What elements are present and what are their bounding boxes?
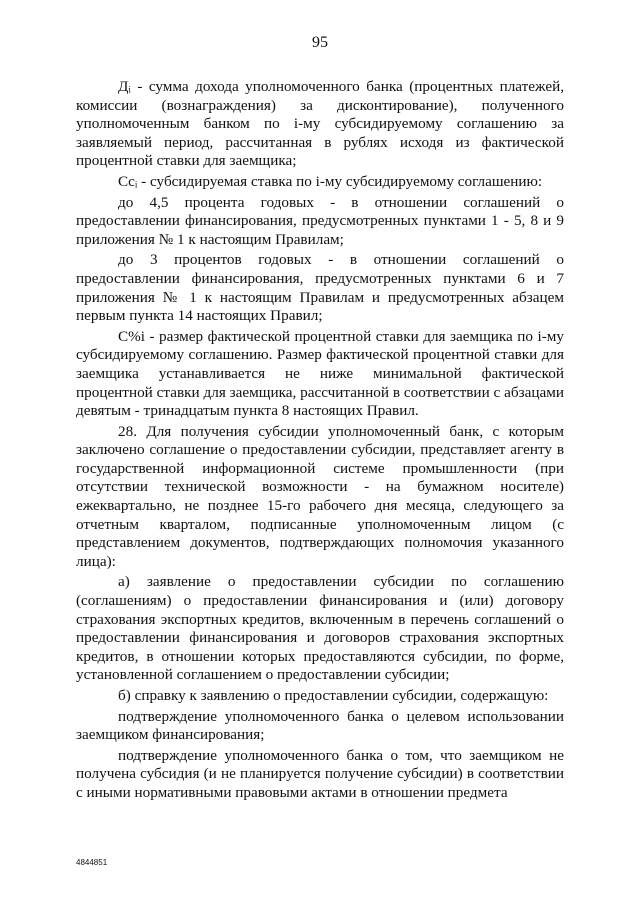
- paragraph-confirm-target-use: подтверждение уполномоченного банка о целевом использовании заемщиком финансирования;: [76, 707, 564, 744]
- page-number: 95: [312, 34, 328, 51]
- paragraph-rate-4-5: до 4,5 процента годовых - в отношении соглашений о предоставлении финансирования, предусмотренных пунктами 1 - 5, 8 и 9 приложения № 1 к настоящим Правилам;: [76, 193, 564, 248]
- paragraph-item-b: б) справку к заявлению о предоставлении субсидии, содержащую:: [118, 687, 549, 704]
- paragraph-cc-i: Ccᵢ - субсидируемая ставка по i-му субсидируемому соглашению:: [118, 172, 543, 190]
- paragraph-c-percent-i: С%i - размер фактической процентной ставки для заемщика по i-му субсидируемому соглашению. Размер фактической процентной ставки для заемщика устанавливается не ниже минимальной фактической процентной ставки для заемщика, рассчитанной в соответствии с абзацами девятым - тринадцатым пункта 8 настоящих Правил.: [76, 327, 564, 420]
- paragraph-d-i: Дᵢ - сумма дохода уполномоченного банка (процентных платежей, комиссии (вознаграждения) за дисконтирование), полученного уполномоченным банком по i-му субсидируемому соглашению за заявляемый период, рассчитанная в рублях исходя из фактической процентной ставки для заемщика;: [76, 78, 564, 170]
- document-code: 4844851: [76, 858, 108, 867]
- paragraph-clause-28: 28. Для получения субсидии уполномоченный банк, с которым заключено соглашение о предоставлении субсидии, представляет агенту в государственной информационной системе промышленности (при отсутствии технической возможности - на бумажном носителе) ежеквартально, не позднее 15-го рабочего дня месяца, следующего за отчетным кварталом, подписанные уполномоченным лицом (с представлением документов, подтверждающих полномочия указанного лица):: [76, 422, 564, 570]
- paragraph-rate-3: до 3 процентов годовых - в отношении соглашений о предоставлении финансирования, предусмотренных пунктами 6 и 7 приложения № 1 к настоящим Правилам и предусмотренных абзацем первым пункта 14 настоящих Правил;: [76, 251, 564, 325]
- paragraph-confirm-no-subsidy: подтверждение уполномоченного банка о том, что заемщиком не получена субсидия (и не планируется получение субсидии) в соответствии с иными нормативными правовыми актами в отношении предмета: [76, 746, 564, 801]
- paragraph-item-a: а) заявление о предоставлении субсидии по соглашению (соглашениям) о предоставлении финансирования и (или) договору страхования экспортных кредитов, включенным в перечень соглашений о предоставлении финансирования и договоров страхования экспортных кредитов, в отношении которых предоставляются субсидии, по форме, установленной соглашением о предоставлении субсидии;: [76, 573, 564, 684]
